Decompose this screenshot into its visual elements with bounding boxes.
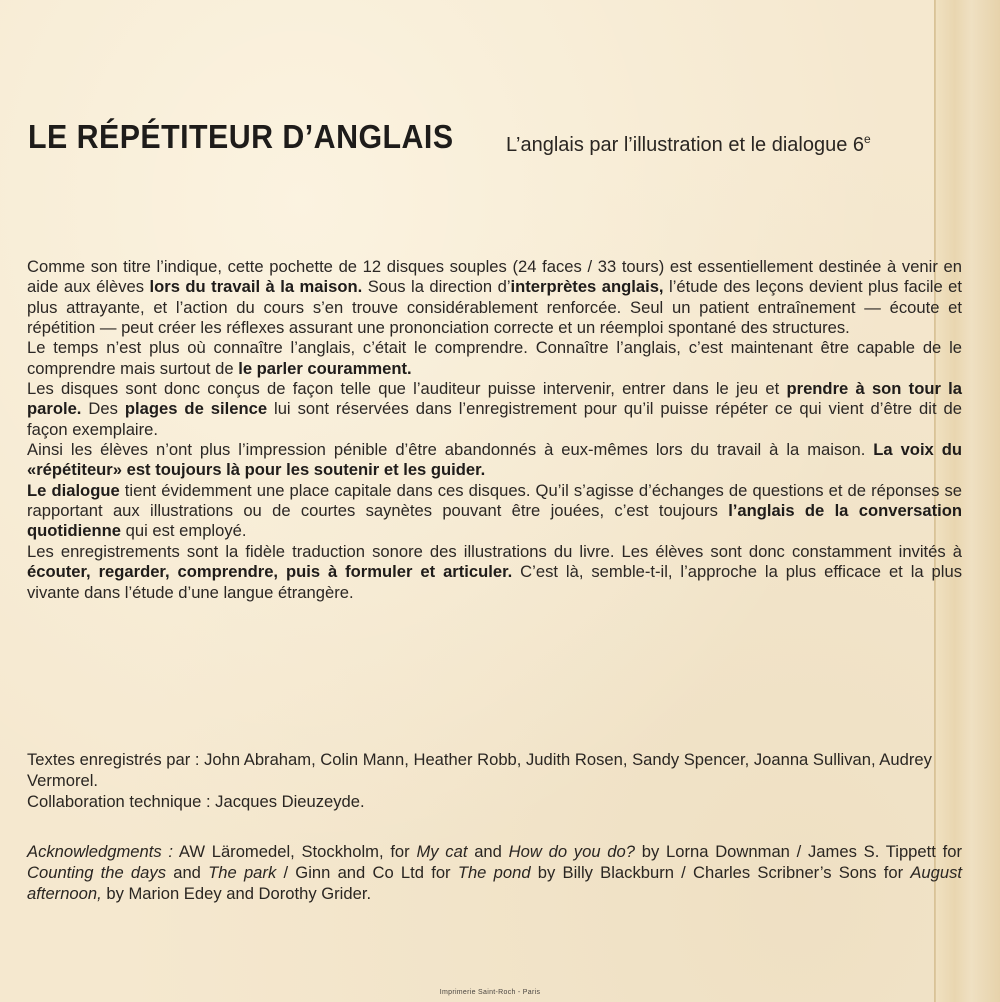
text-run: qui est employé. (121, 521, 247, 541)
text-run: Des (81, 399, 125, 419)
text-run: AW Läromedel, Stockholm, for (173, 842, 417, 861)
body-paragraph (27, 379, 962, 440)
text-run: and (467, 842, 509, 861)
italic-run: Counting the days (27, 863, 166, 882)
italic-run: How do you do? (508, 842, 635, 861)
recorded-by-text: Textes enregistrés par : John Abraham, Colin Mann, Heather Robb, Judith Rosen, Sandy Spencer, Joanna Sullivan, Audrey Vermorel. (27, 750, 932, 790)
italic-run: The park (208, 863, 277, 882)
text-run: C’est là, semble-t-il, l’approche la plus efficace et la plus vivante dans l’étude d’une langue étrangère. (27, 562, 962, 602)
bold-run: interprètes anglais, (510, 277, 664, 297)
text-run: lui sont réservées dans l’enregistrement pour qu’il puisse répéter ce qui vient d’être dit de façon exemplaire. (27, 399, 962, 439)
printer-credit: Imprimerie Saint-Roch - Paris (439, 989, 541, 996)
text-run: Comme son titre l’indique, cette pochette de 12 disques souples (24 faces / 33 tours) est essentiellement destinée à venir en aide aux élèves (27, 257, 962, 297)
body-paragraph (27, 257, 962, 338)
bold-run: écouter, regarder, comprendre, puis à formuler et articuler. (27, 562, 513, 582)
text-run: Ainsi les élèves n’ont plus l’impression pénible d’être abandonnés à eux-mêmes lors du travail à la maison. (27, 440, 874, 460)
text-run: by Lorna Downman / James S. Tippett for (634, 842, 962, 861)
bold-run: le parler couramment. (238, 358, 412, 378)
acknowledgments (27, 841, 962, 904)
body-paragraph (27, 338, 962, 379)
page-subtitle (506, 132, 871, 157)
header (28, 118, 968, 162)
bold-run: La voix du «répétiteur» est toujours là pour les soutenir et les guider. (27, 440, 962, 480)
page-title: LE RÉPÉTITEUR D’ANGLAIS (28, 118, 454, 155)
text-run: Sous la direction d’ (362, 277, 511, 297)
subtitle-text: L’anglais par l’illustration et le dialogue 6 (506, 134, 865, 156)
bold-run: lors du travail à la maison. (149, 277, 363, 297)
text-run: by Billy Blackburn / Charles Scribner’s Sons for (530, 863, 911, 882)
text-run: Le temps n’est plus où connaître l’anglais, c’était le comprendre. Connaître l’anglais, c’est maintenant être capable de le comprendre mais surtout de (27, 338, 962, 378)
body-text (27, 257, 962, 603)
text-run: l’étude des leçons devient plus facile et plus attrayante, et l’action du cours s’en trouve considérablement renforcée. Seul un patient entraînement — écoute et répétition — peut créer les réflexes assurant une prononciation correcte et un réemploi spontané des structures. (27, 277, 962, 338)
italic-run: The pond (457, 863, 531, 882)
text-run: by Marion Edey and Dorothy Grider. (101, 884, 372, 903)
italic-run: My cat (416, 842, 468, 861)
body-paragraph (27, 542, 962, 603)
text-run: / Ginn and Co Ltd for (276, 863, 458, 882)
italic-run: Acknowledgments : (27, 842, 174, 861)
text-run: Les enregistrements sont la fidèle traduction sonore des illustrations du livre. Les élèves sont donc constamment invités à (27, 541, 962, 561)
text-run: Les disques sont donc conçus de façon telle que l’auditeur puisse intervenir, entrer dans le jeu et (27, 379, 787, 399)
bold-run: plages de silence (124, 399, 268, 419)
subtitle-superscript: e (864, 132, 871, 146)
text-run: tient évidemment une place capitale dans ces disques. Qu’il s’agisse d’échanges de questions et de réponses se rapportant aux illustrations ou de courtes saynètes pouvant être jouées, c’est toujours (27, 480, 962, 521)
body-paragraph (27, 481, 962, 542)
bold-run: prendre à son tour la parole. (27, 379, 963, 419)
credits (27, 749, 967, 812)
text-run: and (166, 863, 209, 882)
italic-run: August afternoon, (27, 863, 963, 903)
acknowledgments-paragraph (27, 841, 962, 904)
technical-collab-text: Collaboration technique : Jacques Dieuzeyde. (27, 792, 365, 811)
body-paragraph (27, 440, 962, 481)
bold-run: Le dialogue (27, 480, 120, 500)
bold-run: l’anglais de la conversation quotidienne (27, 501, 963, 541)
